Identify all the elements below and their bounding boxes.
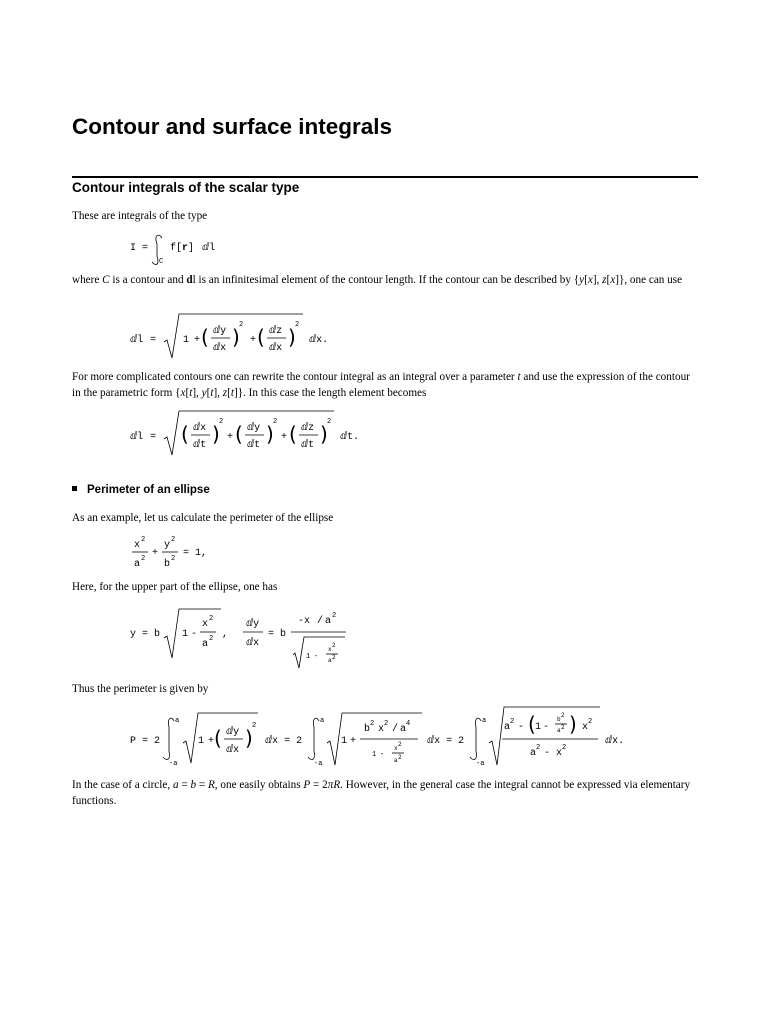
svg-text:+: + [227,432,234,443]
svg-text:2: 2 [332,612,337,620]
eq5-equals-b: = b [268,629,287,640]
svg-text:2: 2 [295,321,300,329]
eq6-tail: ⅆx. [605,736,625,747]
svg-text:a: a [530,748,537,759]
equation-length-element-t [128,409,368,459]
svg-text:-: - [544,748,551,759]
svg-text:2: 2 [588,718,593,726]
eq6-dx: ⅆx [226,745,240,756]
eq2-one: 1 [183,335,190,346]
equation-length-element-x [128,312,348,362]
svg-text:a: a [325,616,332,627]
svg-text:-: - [543,722,550,733]
svg-text:2: 2 [171,536,176,544]
svg-text:-: - [314,653,319,661]
svg-text:): ) [320,422,328,446]
subsection-title: Perimeter of an ellipse [87,484,210,496]
svg-text:): ) [245,726,253,750]
svg-text:1: 1 [372,751,377,759]
integral-sign [163,718,174,759]
svg-text:-: - [518,722,525,733]
svg-text:+: + [250,335,257,346]
svg-text:+: + [350,736,357,747]
svg-text:-: - [191,629,198,640]
svg-text:(: ( [201,325,209,349]
eq3-dx: ⅆx [193,423,207,434]
eq3-tail: ⅆt. [340,432,360,443]
eq4-x: x [134,540,141,551]
svg-text:a: a [557,727,561,734]
eq2-plus: + [194,335,201,346]
eq3-dy: ⅆy [247,423,261,434]
eq2-tail: ⅆx. [309,335,329,346]
svg-text:2: 2 [332,642,336,649]
svg-text:a: a [320,717,325,725]
svg-text:x: x [556,748,563,759]
eq5-lhs: y = b [130,629,161,640]
svg-text:2: 2 [510,718,515,726]
svg-text:2: 2 [141,536,146,544]
svg-text:ⅆt: ⅆt [247,440,261,451]
paragraph-circle-case: In the case of a circle, a = b = R, one easily obtains P = 2πR. However, in the general case the integral cannot be expressed via elementary functions. [72,779,691,807]
svg-text:2: 2 [370,720,375,728]
eq6-lhs: P = 2 [130,736,161,747]
eq3-equals: = [150,432,157,443]
eq1-subscript: C [159,258,164,266]
svg-text:2: 2 [219,418,224,426]
svg-text:ⅆx: ⅆx [269,343,283,354]
svg-text:/: / [317,616,324,627]
svg-text:/: / [392,724,399,735]
eq4-plus: + [152,548,159,559]
eq2-lhs: ⅆl [130,335,144,346]
svg-text:4: 4 [406,720,411,728]
svg-text:(: ( [257,325,265,349]
svg-text:2: 2 [252,722,257,730]
svg-text:): ) [232,325,240,349]
eq4-a: a [134,559,141,570]
paragraph-intro: These are integrals of the type [72,210,208,222]
svg-text:-a: -a [476,760,485,768]
svg-text:2: 2 [327,418,332,426]
eq6-mid-2: ⅆx = 2 [427,736,465,747]
paragraph-parametric: For more complicated contours one can rewrite the contour integral as an integral over a parameter t and use the expression of the contour in the parametric form {x[t], y[t], z[t]}. In this case the length element becomes [72,371,690,399]
svg-text:ⅆt: ⅆt [301,440,315,451]
eq1-lhs: I [130,243,137,254]
svg-text:-x: -x [298,616,311,627]
svg-text:a: a [400,724,407,735]
square-root-sign [293,637,345,668]
svg-text:): ) [266,422,274,446]
svg-text:2: 2 [209,635,214,643]
svg-text:-: - [380,751,385,759]
subsection-heading [72,484,210,496]
paragraph-upper-part: Here, for the upper part of the ellipse, one has [72,581,278,593]
svg-text:b: b [557,716,561,723]
svg-text:2: 2 [141,555,146,563]
svg-text:(: ( [214,726,222,750]
svg-text:1: 1 [182,629,189,640]
bullet-icon [72,486,77,491]
svg-text:): ) [288,325,296,349]
svg-text:2: 2 [561,712,565,719]
svg-text:x: x [394,745,398,752]
svg-text:b: b [364,724,371,735]
eq2-equals: = [150,335,157,346]
eq2-dy: ⅆy [213,326,227,337]
svg-text:1: 1 [198,736,205,747]
eq6-mid-1: ⅆx = 2 [265,736,303,747]
svg-text:): ) [569,712,577,736]
svg-text:x: x [582,722,589,733]
svg-text:+: + [208,736,215,747]
eq3-dt: ⅆt [193,440,207,451]
eq4-rhs: = 1, [183,548,208,559]
svg-text:-a: -a [169,760,178,768]
svg-text:): ) [212,422,220,446]
svg-text:2: 2 [209,615,214,623]
svg-text:x: x [378,724,385,735]
eq5-comma: , [222,629,229,640]
integral-sign [470,718,481,759]
svg-text:1: 1 [306,653,311,661]
equation-perimeter [128,703,638,775]
eq2-dz: ⅆz [269,326,283,337]
svg-text:a: a [175,717,180,725]
svg-text:x: x [202,619,209,630]
svg-text:a: a [328,657,332,664]
eq3-lhs: ⅆl [130,432,144,443]
page-title: Contour and surface integrals [72,114,393,139]
eq4-b: b [164,559,171,570]
svg-text:(: ( [289,422,297,446]
eq6-dy: ⅆy [226,727,240,738]
equation-ellipse [128,532,228,572]
svg-text:2: 2 [332,654,336,661]
svg-text:a: a [482,717,487,725]
svg-text:2: 2 [171,555,176,563]
paragraph-contour-description: where C is a contour and dl is an infinitesimal element of the contour length. If the contour can be described by {y[x], z[x]}, one can use [72,274,683,286]
svg-text:-a: -a [314,760,323,768]
equation-contour-integral [128,232,248,266]
paragraph-perimeter: Thus the perimeter is given by [72,683,209,695]
svg-text:2: 2 [384,720,389,728]
svg-text:1: 1 [535,722,542,733]
svg-text:2: 2 [273,418,278,426]
svg-text:2: 2 [562,744,567,752]
svg-text:2: 2 [398,754,402,761]
equation-upper-ellipse [128,605,358,673]
eq1-integrand: f[r] [170,243,195,254]
svg-text:+: + [281,432,288,443]
eq1-differential: ⅆl [202,243,216,254]
svg-text:a: a [504,722,511,733]
paragraph-ellipse-intro: As an example, let us calculate the perimeter of the ellipse [72,512,334,524]
svg-text:2: 2 [561,724,565,731]
eq3-dz: ⅆz [301,423,315,434]
title-divider [72,176,698,178]
svg-text:a: a [394,757,398,764]
svg-text:(: ( [528,712,536,736]
svg-text:(: ( [181,422,189,446]
svg-text:2: 2 [239,321,244,329]
svg-text:(: ( [235,422,243,446]
svg-text:1: 1 [341,736,348,747]
eq1-equals: = [142,243,149,254]
section-heading: Contour integrals of the scalar type [72,180,300,195]
eq2-dx: ⅆx [213,343,227,354]
svg-text:2: 2 [536,744,541,752]
eq5-dy: ⅆy [246,619,260,630]
svg-text:x: x [328,646,332,653]
eq4-y: y [164,540,171,551]
svg-text:2: 2 [398,741,402,748]
eq5-dx: ⅆx [246,638,260,649]
integral-sign [308,718,319,759]
svg-text:a: a [202,639,209,650]
